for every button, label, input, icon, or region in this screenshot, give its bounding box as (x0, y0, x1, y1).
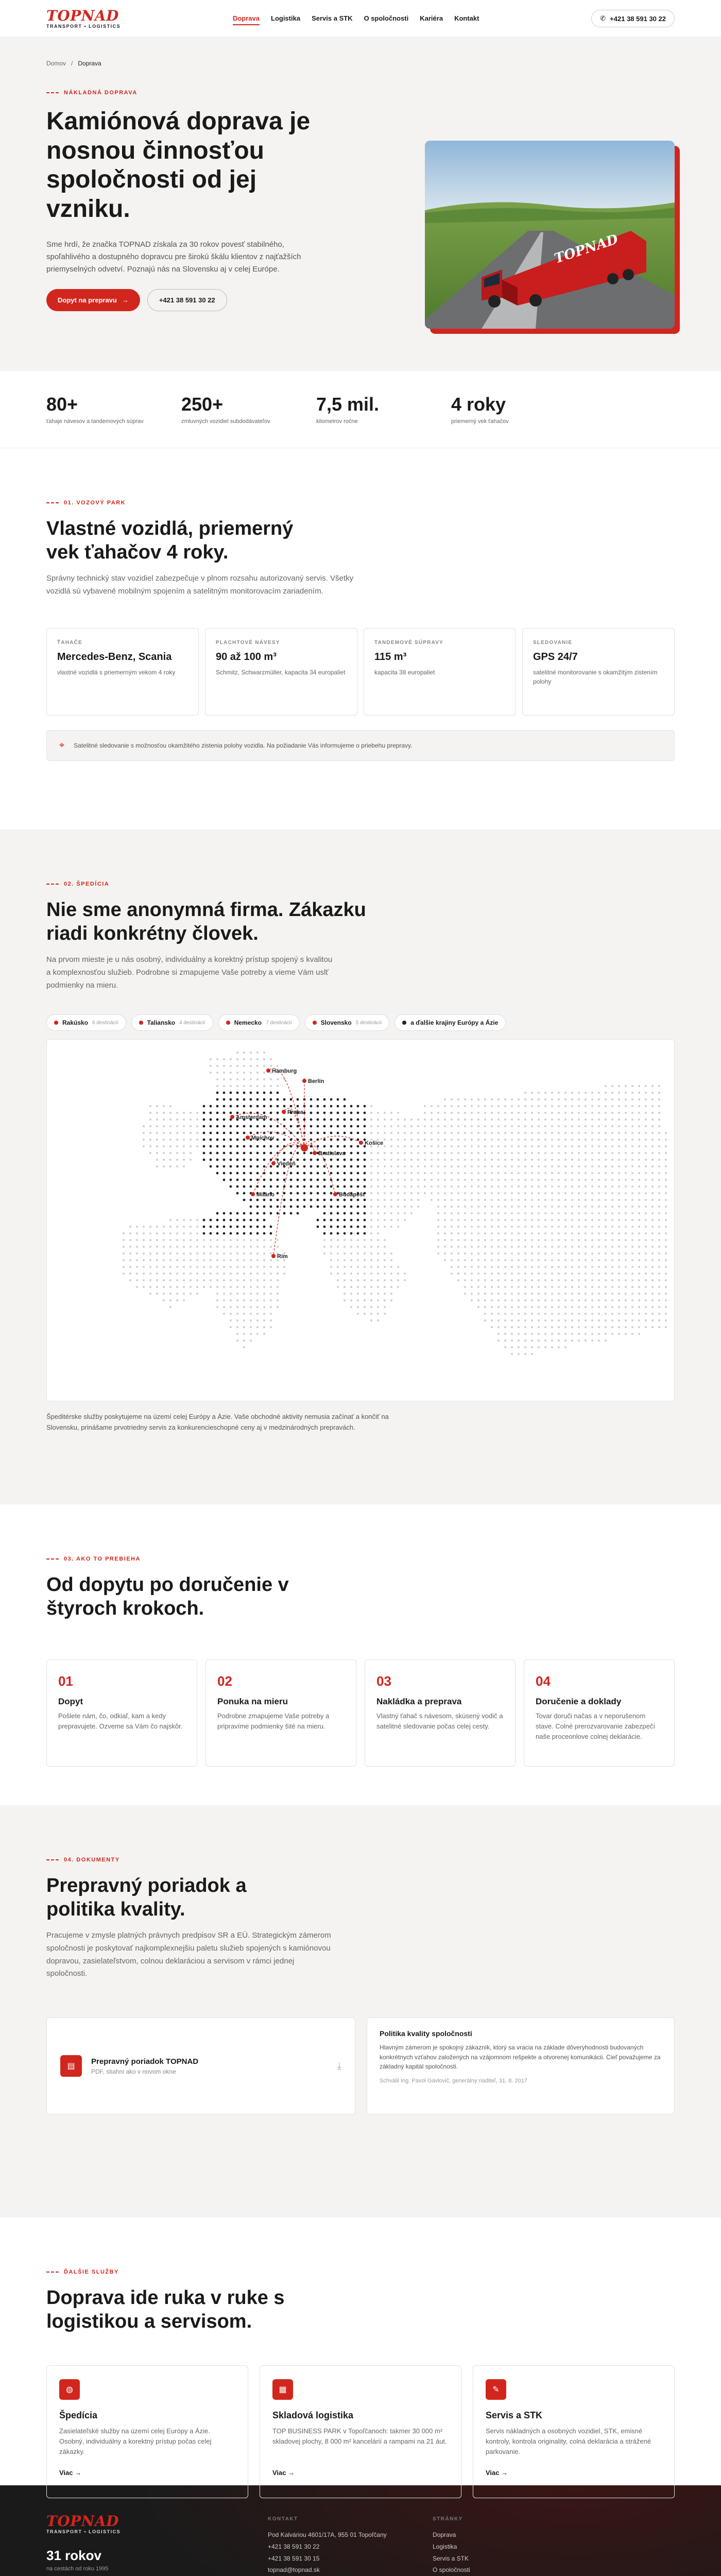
step-card: 03 Nakládka a preprava Vlastný ťahač s návesom, skúsený vodič a satelitné sledovanie počas celej cesty. (365, 1659, 516, 1767)
city-label: Hamburg (272, 1068, 297, 1075)
wrench-icon: ✎ (486, 2379, 506, 2400)
footer-link[interactable]: Logistika (433, 2543, 457, 2550)
footer-phone-1[interactable]: +421 38 591 30 22 (268, 2543, 320, 2550)
logo[interactable] (46, 9, 121, 29)
city-marker[interactable] (359, 1141, 363, 1145)
footer-logo[interactable]: TOPNAD TRANSPORT • LOGISTICS (46, 2513, 121, 2534)
site-header (0, 0, 721, 37)
hero-section (0, 37, 721, 371)
service-more-link[interactable]: Viac → (59, 2469, 82, 2477)
docs-text: Pracujeme v zmysle platných právnych predpisov SR a EÚ. Strategickým zámerom spoločnosti je poskytovať najkomplexnejšiu paletu služieb spojených s kamiónovou dopravou, zasielateľstvom, colnou deklaráciou a servisom v rámci jednej spoločnosti. (46, 1931, 331, 1978)
sped-eyebrow: 02. ŠPEDÍCIA (46, 881, 675, 887)
city-marker[interactable] (313, 1151, 317, 1155)
step-card: 04 Doručenie a doklady Tovar doruči načas a v neporušenom stave. Colné prerozvarovanie zabezpečí naše proceonlove colnej deklarácie. (524, 1659, 675, 1767)
nav-doprava[interactable]: Doprava (233, 12, 260, 25)
stat-item: 4 roky priemerný vek ťahačov (451, 394, 509, 425)
footer-phone-2[interactable]: +421 38 591 30 15 (268, 2554, 320, 2562)
footer-link[interactable]: O spoločnosti (433, 2566, 470, 2574)
header-phone-button[interactable] (591, 10, 675, 27)
footer-email[interactable]: topnad@topnad.sk (268, 2566, 320, 2574)
service-more-link[interactable]: Viac → (272, 2469, 295, 2477)
fleet-text: Správny technický stav vozidiel zabezpečuje v plnom rozsahu autorizovaný servis. Všetky vozidlá sú vybavené mobilným spojením a satelitným monitorovacím zariadením. (46, 574, 354, 596)
doc-file-title: Prepravný poriadok TOPNAD (91, 2057, 199, 2066)
docs-eyebrow: 04. DOKUMENTY (46, 1857, 675, 1863)
quality-signature: Schválil Ing. Pavol Gavlovič, generálny riaditeľ, 31. 8. 2017 (380, 2077, 527, 2084)
breadcrumb (46, 60, 675, 67)
breadcrumb-home[interactable]: Domov (46, 60, 66, 67)
fleet-section (0, 448, 721, 829)
inquiry-button[interactable]: Dopyt na prepravu → (46, 289, 140, 311)
process-section (0, 1504, 721, 1805)
footer-address: Pod Kalváriou 4601/17A, 955 01 Topoľčany (268, 2531, 387, 2538)
globe-icon: ◍ (59, 2379, 80, 2400)
hero-title: Kamiónová doprava je nosnou činnosťou spoločnosti od jej vzniku. (46, 108, 311, 223)
warehouse-icon: ▦ (272, 2379, 293, 2400)
city-marker[interactable] (230, 1115, 234, 1119)
country-chip-other[interactable]: a ďalšie krajiny Európy a Ázie (394, 1014, 506, 1031)
step-card: 02 Ponuka na mieru Podrobne zmapujeme Vaše potreby a pripravíme podmienky šité na mieru. (205, 1659, 356, 1767)
truck-logo-text: TOPNAD (552, 231, 620, 267)
transport-rules-download[interactable] (46, 2018, 355, 2114)
nav-servis[interactable]: Servis a STK (312, 14, 353, 22)
doc-file-meta: PDF, stiahni ako v novom okne (91, 2067, 176, 2075)
header-phone-number: +421 38 591 30 22 (610, 14, 666, 23)
serv-eyebrow: ĎALŠIE SLUŽBY (46, 2269, 675, 2275)
country-chip-taliansko[interactable]: Taliansko 4 destinácií (131, 1014, 213, 1031)
stat-item: 250+ zmluvných vozidiel subdodávateľov (181, 394, 270, 425)
proc-title: Od dopytu po doručenie v štyroch krokoch. (46, 1574, 289, 1619)
city-marker[interactable] (282, 1110, 286, 1114)
gps-notice-text: Satelitné sledovanie s možnosťou okamžitého zistenia polohy vozidla. Na požiadanie Vás informujeme o priebehu prepravy. (74, 741, 413, 749)
city-label: Berlín (308, 1078, 324, 1085)
pdf-icon: ▤ (60, 2055, 82, 2077)
hero-phone-button[interactable]: +421 38 591 30 22 (147, 289, 227, 311)
city-marker[interactable] (302, 1079, 306, 1083)
stats-bar (0, 371, 721, 448)
city-label: Viedeň (277, 1161, 296, 1167)
documents-section (0, 1805, 721, 2217)
hub-marker (301, 1144, 308, 1151)
step-card: 01 Dopyt Pošlete nám, čo, odkiaľ, kam a kedy prepravujete. Ozveme sa Vám čo najskôr. (46, 1659, 197, 1767)
city-label: Mníchov (251, 1135, 274, 1142)
nav-kontakt[interactable]: Kontakt (454, 14, 479, 22)
fleet-title: Vlastné vozidlá, priemerný vek ťahačov 4 roky. (46, 518, 294, 563)
main-nav (233, 12, 479, 25)
satellite-icon: ⌖ (59, 740, 65, 751)
city-marker[interactable] (246, 1136, 250, 1140)
country-chip-nemecko[interactable]: Nemecko 7 destinácií (218, 1014, 300, 1031)
breadcrumb-current: Doprava (78, 60, 101, 67)
city-label: Košice (365, 1140, 384, 1147)
quality-title: Politika kvality spoločnosti (380, 2029, 472, 2038)
service-card-spedicia: ◍ Špedícia Zasielateľské služby na území celej Európy a Ázie. Osobný, individuálny a korektný prístup počas celej zákazky. Viac → (46, 2365, 248, 2498)
footer-link[interactable]: Doprava (433, 2531, 456, 2538)
footer-link[interactable]: Servis a STK (433, 2554, 469, 2562)
city-marker[interactable] (271, 1254, 276, 1258)
city-label: Amsterdam (236, 1114, 267, 1121)
logo-subtitle: TRANSPORT • LOGISTICS (46, 23, 121, 29)
breadcrumb-separator: / (71, 60, 73, 67)
stat-item: 7,5 mil. kilometrov ročne (316, 394, 380, 425)
fleet-card: PLACHTOVÉ NÁVESY 90 až 100 m³ Schmitz, Schwarzmüller, kapacita 34 europaliet (205, 628, 357, 716)
city-marker[interactable] (251, 1192, 255, 1196)
city-marker[interactable] (271, 1161, 276, 1165)
quality-policy-card (367, 2018, 675, 2114)
city-label: Budapešť (339, 1192, 366, 1198)
fleet-eyebrow: 01. VOZOVÝ PARK (46, 500, 675, 506)
stat-item: 80+ ťahaje návesov a tandemových súprav (46, 394, 144, 425)
docs-title: Prepravný poriadok a politika kvality. (46, 1875, 247, 1920)
hero-eyebrow: NÁKLADNÁ DOPRAVA (46, 90, 675, 96)
download-icon: ⤓ (337, 2060, 341, 2071)
city-label: Miláno (256, 1192, 274, 1198)
hero-text: Sme hrdí, že značka TOPNAD získala za 30 rokov povesť stabilného, spoľahlivého a dostupného dopravcu pre širokú škálu klientov z najťažších priemyselných odvetví. Poznajú nás na Slovensku aj v celej Európe. (46, 240, 301, 274)
nav-kariera[interactable]: Kariéra (420, 14, 443, 22)
service-more-link[interactable]: Viac → (486, 2469, 508, 2477)
footer-years: 31 rokov (46, 2548, 101, 2563)
quality-text: Hlavným zámerom je spokojný zákazník, ktorý sa vracia na základe dôveryhodnosti budovaných konkrétnych vzťahov založených na vzájomnom rešpekte a otvorenej komunikácii. Cieľ považujeme za základný kapitál spoločnosti. (380, 2044, 661, 2071)
footer-sitemap: STRÁNKY Doprava Logistika Servis a STK O spoločnosti (433, 2514, 597, 2576)
europe-dot-map (46, 1039, 675, 1401)
arrow-right-icon: → (122, 296, 129, 304)
city-label: Rím (277, 1253, 288, 1260)
footer-contact: KONTAKT Pod Kalváriou 4601/17A, 955 01 Topoľčany +421 38 591 30 22 +421 38 591 30 15 topnad@topnad.sk (268, 2514, 433, 2576)
spedition-section (0, 829, 721, 1504)
sped-title: Nie sme anonymná firma. Zákazku riadi konkrétny človek. (46, 899, 366, 944)
country-chip-rakusko[interactable]: Rakúsko 6 destinácií (46, 1014, 126, 1031)
map-note: Špeditérske služby poskytujeme na území celej Európy a Ázie. Vaše obchodné aktivity nemusia začínať a končiť na Slovensku, prinášame prvotriedny servis za konkurencieschopné ceny aj v medzinárodných prepravách. (46, 1413, 389, 1432)
footer-years-label: na cestách od roku 1995 (46, 2566, 109, 2572)
sped-text: Na prvom mieste je u nás osobný, individuálny a korektný prístup spojený s kvalitou a komplexnosťou služieb. Podrobne si zmapujeme Vaše potreby a vieme Vám uslť podmienky na mieru. (46, 955, 333, 990)
serv-title: Doprava ide ruka v ruke s logistikou a servisom. (46, 2287, 285, 2332)
city-marker[interactable] (333, 1192, 337, 1196)
services-section (0, 2217, 721, 2485)
city-marker[interactable] (266, 1069, 270, 1073)
city-label: Bratislava (318, 1150, 346, 1157)
city-label: Praha (287, 1109, 303, 1116)
nav-logistika[interactable]: Logistika (271, 14, 301, 22)
fleet-card: ŤAHAČE Mercedes-Benz, Scania vlastné vozidlá s priemerným vekom 4 roky (46, 628, 199, 716)
site-footer (0, 2485, 721, 2576)
proc-eyebrow: 03. AKO TO PREBIEHA (46, 1556, 675, 1562)
gps-notice (46, 730, 675, 761)
service-card-servis: ✎ Servis a STK Servis nákladných a osobných vozidiel, STK, emisné kontroly, kontrola originality, colná deklarácia a strážené parkovanie. Viac → (473, 2365, 675, 2498)
fleet-card: SLEDOVANIE GPS 24/7 satelitné monitorovanie s okamžitým zistením polohy (522, 628, 675, 716)
fleet-card: TANDEMOVÉ SÚPRAVY 115 m³ kapacita 38 europaliet (364, 628, 516, 716)
country-chip-slovensko[interactable]: Slovensko 5 destinácií (305, 1014, 390, 1031)
logo-text: TOPNAD (46, 7, 119, 24)
nav-o-spolocnosti[interactable]: O spoločnosti (364, 14, 409, 22)
hero-truck-image (425, 141, 675, 329)
phone-icon: ✆ (600, 14, 606, 22)
service-card-logistika: ▦ Skladová logistika TOP BUSINESS PARK v Topoľčanoch: takmer 30 000 m² skladovej plochy, 8 000 m² kancelárií a rampami na 21 áut. Viac → (260, 2365, 461, 2498)
